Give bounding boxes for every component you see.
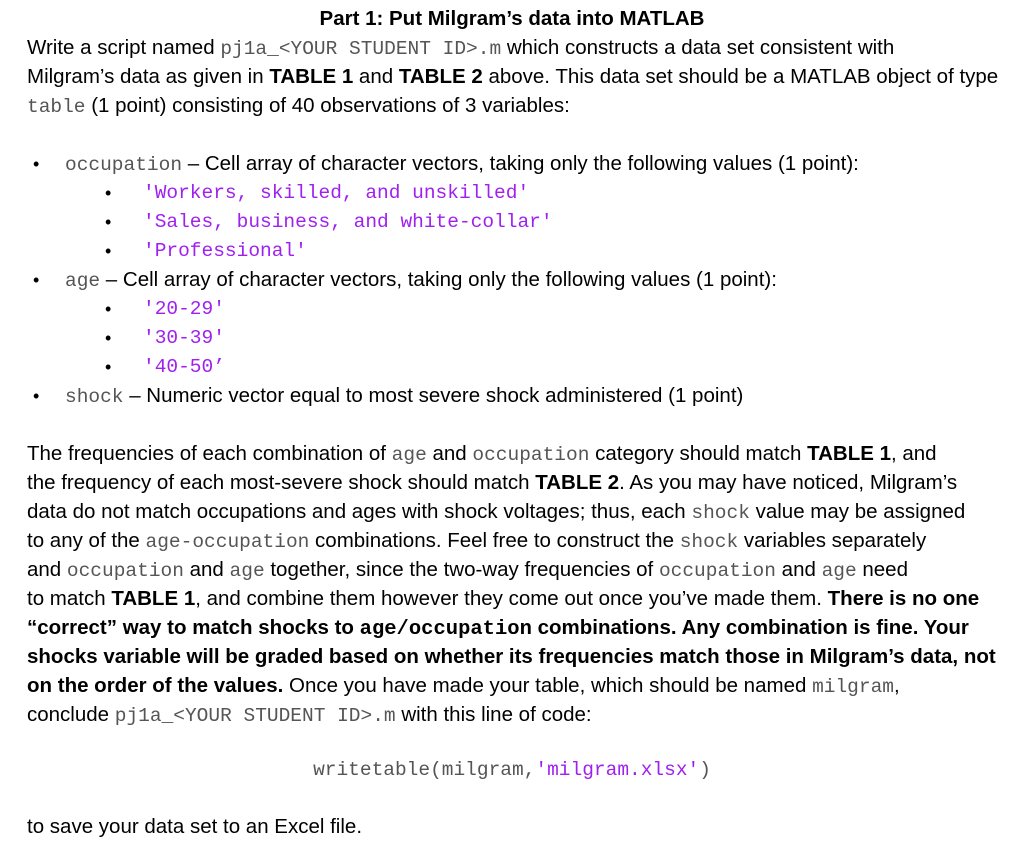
bullet-icon: • xyxy=(33,386,40,406)
bullet-icon: • xyxy=(105,183,112,203)
paragraph-line-7: “correct” way to match shocks to age/occupation combinations. Any combination is fine. Your xyxy=(27,616,969,641)
paragraph-line-3: data do not match occupations and ages with shock voltages; thus, each shock value may be assigned xyxy=(27,500,966,524)
code-line-writetable: writetable(milgram,'milgram.xlsx') xyxy=(313,759,711,781)
bullet-icon: • xyxy=(105,299,112,319)
variable-age: age – Cell array of character vectors, taking only the following values (1 point): xyxy=(65,268,777,292)
paragraph-line-8: shocks variable will be graded based on whether its frequencies match those in Milgram’s data, not xyxy=(27,645,996,668)
bullet-icon: • xyxy=(33,154,40,174)
intro-line-3: table (1 point) consisting of 40 observations of 3 variables: xyxy=(27,94,570,118)
occupation-value: 'Workers, skilled, and unskilled' xyxy=(143,182,530,204)
bullet-icon: • xyxy=(105,212,112,232)
intro-line-2: Milgram’s data as given in TABLE 1 and TABLE 2 above. This data set should be a MATLAB object of type xyxy=(27,65,999,88)
paragraph-line-2: the frequency of each most-severe shock should match TABLE 2. As you may have noticed, Milgram’s xyxy=(27,471,958,494)
paragraph-line-9: on the order of the values. Once you have made your table, which should be named milgram, xyxy=(27,674,900,698)
page-title: Part 1: Put Milgram’s data into MATLAB xyxy=(319,7,705,30)
intro-line-1: Write a script named pj1a_<YOUR STUDENT ID>.m which constructs a data set consistent with xyxy=(27,36,895,60)
variable-occupation: occupation – Cell array of character vectors, taking only the following values (1 point): xyxy=(65,152,859,176)
bullet-icon: • xyxy=(105,328,112,348)
bullet-icon: • xyxy=(105,357,112,377)
age-value: '40-50’ xyxy=(143,356,225,378)
occupation-value: 'Professional' xyxy=(143,240,307,262)
paragraph-line-6: to match TABLE 1, and combine them however they come out once you’ve made them. There is no one xyxy=(27,587,980,610)
paragraph-line-1: The frequencies of each combination of age and occupation category should match TABLE 1, and xyxy=(27,442,937,466)
paragraph-line-4: to any of the age-occupation combinations. Feel free to construct the shock variables separately xyxy=(27,529,927,553)
age-value: '20-29' xyxy=(143,298,225,320)
age-value: '30-39' xyxy=(143,327,225,349)
paragraph-line-5: and occupation and age together, since the two-way frequencies of occupation and age need xyxy=(27,558,908,582)
bullet-icon: • xyxy=(105,241,112,261)
closing-line: to save your data set to an Excel file. xyxy=(27,815,363,838)
variable-shock: shock – Numeric vector equal to most severe shock administered (1 point) xyxy=(65,384,744,408)
script-name-code: pj1a_<YOUR STUDENT ID>.m xyxy=(220,38,502,60)
occupation-value: 'Sales, business, and white-collar' xyxy=(143,211,553,233)
bullet-icon: • xyxy=(33,270,40,290)
paragraph-line-10: conclude pj1a_<YOUR STUDENT ID>.m with this line of code: xyxy=(27,703,592,727)
